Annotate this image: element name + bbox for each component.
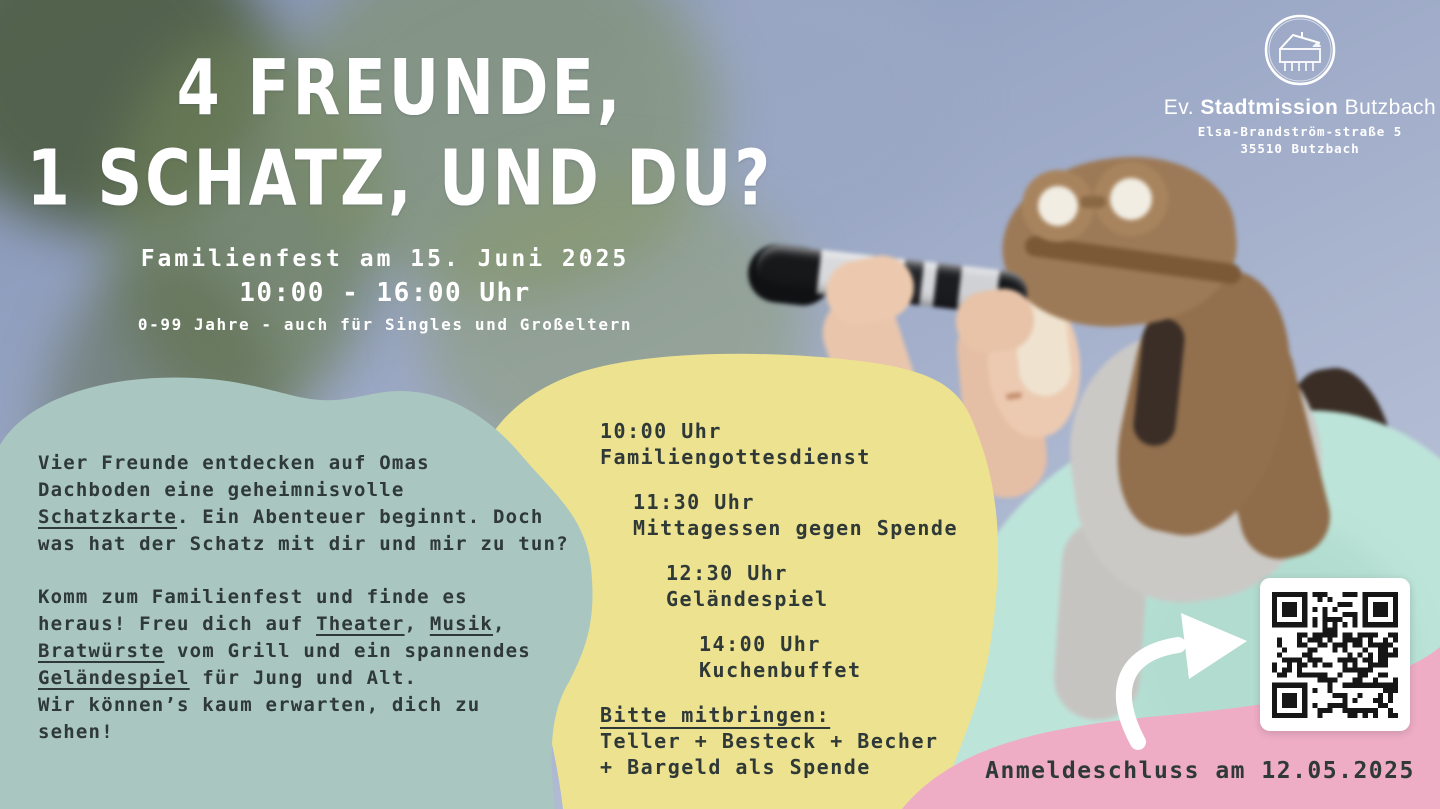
organisation-name (1140, 96, 1440, 120)
event-time: 10:00 - 16:00 Uhr (239, 278, 531, 308)
schedule-item (633, 489, 1020, 541)
text-segment: Komm zum Familienfest und finde es (38, 586, 468, 608)
schedule-label: Familiengottesdienst (600, 445, 871, 469)
schedule-time: 11:30 Uhr (633, 490, 755, 514)
intro-line (38, 692, 586, 719)
org-name-bold: Stadtmission (1200, 96, 1339, 119)
event-subtitle (45, 246, 725, 334)
stadtmission-house-icon (1262, 12, 1338, 88)
page-title (0, 42, 800, 223)
bring-along-heading: Bitte mitbringen: (600, 703, 831, 727)
intro-line (38, 477, 586, 504)
organisation-header (1140, 12, 1440, 157)
event-date: Familienfest am 15. Juni 2025 (140, 246, 630, 272)
intro-line (38, 531, 586, 558)
text-segment: , (404, 613, 430, 635)
intro-line (38, 611, 586, 638)
schedule-block (600, 418, 1020, 780)
org-name-prefix: Ev. (1163, 96, 1201, 119)
organisation-street: Elsa-Brandström-straße 5 (1197, 124, 1403, 139)
schedule-label: Geländespiel (666, 587, 829, 611)
text-segment: . Ein Abenteuer beginnt. Doch (177, 506, 544, 528)
intro-line (38, 719, 586, 746)
intro-paragraph (38, 450, 586, 558)
text-segment: was hat der Schatz mit dir und mir zu tun? (38, 533, 569, 555)
schedule-time: 10:00 Uhr (600, 419, 722, 443)
title-line-1: 4 FREUNDE, (176, 42, 624, 133)
schedule-time: 12:30 Uhr (666, 561, 788, 585)
registration-deadline: Anmeldeschluss am 12.05.2025 (985, 758, 1415, 784)
qr-code-pattern (1272, 592, 1398, 718)
schedule-item (699, 631, 1020, 683)
underlined-text: Theater (316, 613, 405, 635)
intro-line (38, 665, 586, 692)
organisation-city: 35510 Butzbach (1240, 141, 1360, 156)
schedule-item (666, 560, 1020, 612)
event-audience: 0-99 Jahre - auch für Singles und Großeltern (137, 315, 633, 334)
intro-line (38, 638, 586, 665)
title-line-2: 1 SCHATZ, UND DU? (26, 132, 774, 224)
underlined-text: Geländespiel (38, 667, 190, 689)
text-segment: vom Grill und ein spannendes (164, 640, 531, 662)
text-segment: Wir können’s kaum erwarten, dich zu (38, 694, 481, 716)
bring-along-line: Teller + Besteck + Becher (600, 729, 939, 753)
schedule-item (600, 418, 1020, 470)
bring-along-block (600, 702, 1020, 780)
text-segment: Dachboden eine geheimnisvolle (38, 479, 405, 501)
underlined-text: Bratwürste (38, 640, 165, 662)
text-segment: , (493, 613, 506, 635)
intro-text-block (38, 450, 586, 746)
qr-code (1260, 578, 1410, 731)
underlined-text: Musik (429, 613, 494, 635)
schedule-time: 14:00 Uhr (699, 632, 821, 656)
bring-along-line: + Bargeld als Spende (600, 755, 871, 779)
intro-line (38, 450, 586, 477)
schedule-label: Mittagessen gegen Spende (633, 516, 958, 540)
text-segment: für Jung und Alt. (189, 667, 418, 689)
schedule-label: Kuchenbuffet (699, 658, 862, 682)
org-name-suffix: Butzbach (1338, 96, 1437, 119)
text-segment: heraus! Freu dich auf (38, 613, 317, 635)
text-segment: Vier Freunde entdecken auf Omas (38, 452, 430, 474)
intro-line (38, 584, 586, 611)
intro-paragraph (38, 584, 586, 746)
underlined-text: Schatzkarte (38, 506, 178, 528)
intro-line (38, 504, 586, 531)
text-segment: sehen! (38, 721, 114, 743)
